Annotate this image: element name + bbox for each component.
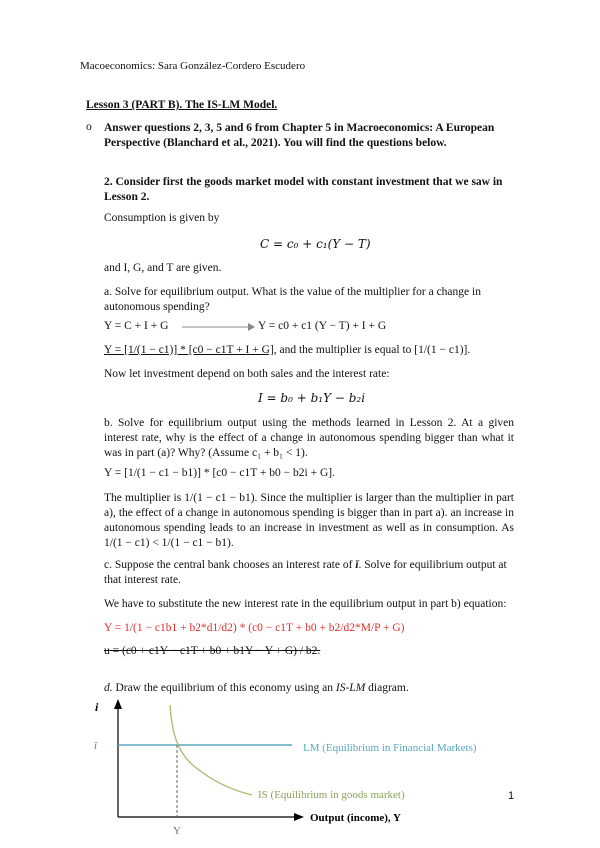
question-2-heading: 2. Consider first the goods market model with constant investment that we saw in Lesson 2. bbox=[104, 176, 503, 203]
consumption-intro: Consumption is given by bbox=[104, 212, 220, 224]
part-d-letter: d. bbox=[104, 682, 116, 694]
is-label: IS (Equilibrium in goods market) bbox=[258, 789, 405, 801]
consumption-equation: C = c₀ + c₁(Y − T) bbox=[260, 237, 371, 251]
page-number: 1 bbox=[508, 790, 515, 802]
part-a-question: a. Solve for equilibrium output. What is the value of the multiplier for a change in autonomous spending? bbox=[104, 286, 481, 313]
part-c-question bbox=[104, 558, 514, 588]
given-text: and I, G, and T are given. bbox=[104, 262, 222, 274]
islm-diagram bbox=[0, 695, 600, 848]
i-bar-label: ī bbox=[94, 740, 98, 752]
running-header: Macoeconomics: Sara González-Cordero Escudero bbox=[80, 60, 306, 72]
part-c-interest-rate: ī bbox=[355, 559, 359, 571]
y-axis-arrowhead bbox=[114, 699, 122, 709]
lm-label: LM (Equilibrium in Financial Markets) bbox=[303, 742, 477, 754]
part-d-text: Draw the equilibrium of this economy using an bbox=[115, 682, 336, 694]
arrow-icon bbox=[180, 320, 256, 334]
part-c-text: c. Suppose the central bank chooses an interest rate of bbox=[104, 559, 356, 571]
lesson-title: Lesson 3 (PART B). The IS-LM Model. bbox=[86, 99, 278, 111]
part-b-question: b. Solve for equilibrium output using the methods learned in Lesson 2. At a given interest rate, why is the effect of a change in autonomous spending bigger than what it was in part (a)? Why? (Assume c₁ + b₁ < 1). bbox=[104, 417, 514, 459]
investment-intro: Now let investment depend on both sales and the interest rate: bbox=[104, 368, 390, 380]
is-curve bbox=[170, 705, 252, 795]
answer-c-intro: We have to substitute the new interest rate in the equilibrium output in part b) equation: bbox=[104, 598, 507, 610]
answer-c-equation: Y = 1/(1 − c1b1 + b2*d1/d2) * (c0 − c1T + b0 + b2/d2*M/P + G) bbox=[104, 622, 405, 634]
answer-b-equation: Y = [1/(1 − c1 − b1)] * [c0 − c1T + b0 − b2i + G]. bbox=[104, 467, 335, 479]
answer-c-struck-equation: u = (c0 + c1Y − c1T + b0 + b1Y − Y + G) / b2. bbox=[104, 645, 321, 657]
answer-a-multiplier: , and the multiplier is equal to [1/(1 − c1)]. bbox=[273, 344, 471, 356]
equilibrium-output-label: Y bbox=[173, 825, 181, 837]
x-axis-label: Output (income), Y bbox=[310, 812, 401, 824]
answer-a bbox=[104, 344, 470, 356]
equation-right: Y = c0 + c1 (Y − T) + I + G bbox=[258, 320, 387, 332]
x-axis-arrowhead bbox=[294, 813, 304, 821]
answer-a-equation: Y = [1/(1 − c1)] * [c0 − c1T + I + G] bbox=[104, 344, 274, 356]
bullet-marker: o bbox=[86, 121, 92, 133]
investment-equation: I = b₀ + b₁Y − b₂i bbox=[258, 391, 366, 405]
part-d-islm: IS-LM bbox=[335, 682, 366, 694]
assignment-instruction: Answer questions 2, 3, 5 and 6 from Chapter 5 in Macroeconomics: A European Perspective (Blanchard et al., 2021). You will find the questions below. bbox=[104, 122, 495, 149]
part-c-text-rest: . Solve for equilibrium output at that interest rate. bbox=[104, 559, 507, 586]
equation-left: Y = C + I + G bbox=[104, 320, 169, 332]
y-axis-label: i bbox=[95, 700, 99, 714]
part-d-question bbox=[104, 682, 409, 694]
answer-b-explanation: The multiplier is 1/(1 − c1 − b1). Since the multiplier is larger than the multiplier in part a), the effect of a change in autonomous spending is bigger than in part a). an increase in autonomous spending leads to an increase in investment as well as in consumption. As 1/(1 − c1) < 1/(1 − c1 − b1). bbox=[104, 492, 514, 549]
part-d-suffix: diagram. bbox=[365, 682, 409, 694]
